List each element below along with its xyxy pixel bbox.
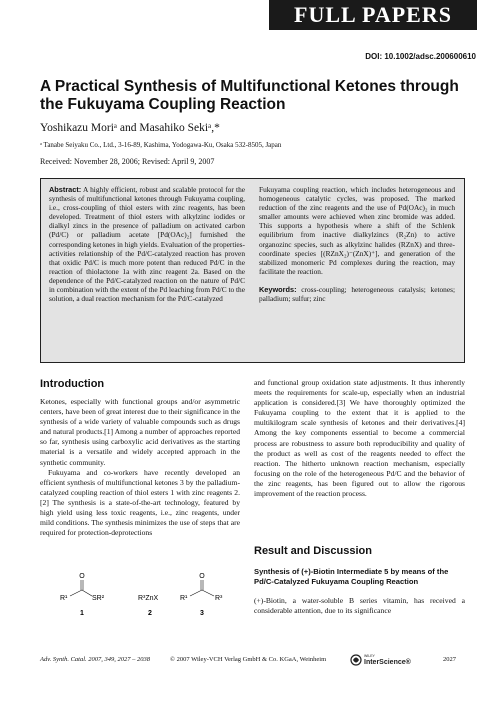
abstract-box (40, 178, 465, 363)
compound-scheme (40, 570, 240, 618)
r3-label: R³ (215, 595, 223, 602)
interscience-logo-icon (350, 651, 414, 667)
results-body (254, 596, 465, 616)
compound-1-number: 1 (80, 610, 84, 617)
carbonyl-o-1: O (79, 573, 85, 580)
page-number: 2027 (443, 656, 456, 663)
section-banner: FULL PAPERS (269, 0, 477, 30)
article-title: A Practical Synthesis of Multifunctional Ketones through the Fukuyama Coupling Reaction (40, 78, 459, 113)
compound-3-number: 3 (200, 610, 204, 617)
footer-journal: Adv. Synth. Catal. 2007, 349, 2027 – 2038 (40, 656, 151, 663)
intro-heading: Introduction (40, 378, 105, 390)
doi-label[interactable]: DOI: 10.1002/adsc.200600610 (365, 52, 476, 61)
compound-2 (138, 595, 159, 617)
logo-wiley-text: WILEY (364, 654, 375, 658)
abstract-left-column (49, 185, 245, 303)
right-column-continuation (254, 378, 465, 499)
keywords (259, 285, 455, 303)
compound-3 (180, 573, 223, 617)
r1-label-3: R¹ (180, 595, 188, 602)
abstract-label: Abstract: (49, 185, 82, 194)
abstract-text-left: A highly efficient, robust and scalable protocol for the synthesis of multifunctional ketones through Fukuyama coupling, i.e., cross-coupling of thiol esters with zinc reagents, has been developed. Treatment of thiol esters with alkylzinc iodides or dialkyl zincs in the presence of palladium on activated carbon (Pd/C) or palladium acetate [Pd(OAc)₂] furnished the corresponding ketones in high yields. Evaluation of the properties-activities relationship of the Pd/C-catalyzed reaction has proven that oxidic Pd/C is much more potent than reduced Pd/C in the reaction of thiolactone 1a with zinc reagent 2a. Based on the dependence of the Pd/C-catalyzed reaction on the nature of Pd/C in combination with the extent of the Pd leaching from Pd/C to the solution, a dual reaction mechanism for the Pd/C-catalyzed (49, 185, 246, 304)
footer-copyright: © 2007 Wiley-VCH Verlag GmbH & Co. KGaA, Weinheim (170, 656, 327, 663)
affiliation: ᵃ Tanabe Seiyaku Co., Ltd., 3-16-89, Kashima, Yodogawa-Ku, Osaka 532-8505, Japan (40, 141, 282, 149)
compound-1 (60, 573, 105, 617)
abstract-right-column (259, 185, 455, 303)
intro-body (40, 397, 240, 538)
compound-2-number: 2 (148, 610, 152, 617)
right-column-paragraph: and functional group oxidation state adjustments. It thus inherently meets the requirements for scale-up, especially when an industrial application is considered.[3] We have thoroughly optimized the Fukuyama coupling to the extent that it is applied to the multikilogram scale synthesis of ketones and their derivatives.[4] Among the key components essential to become a commercial process are robustness to assure both reproducibility and quality of the product as well as cost of the reagents needed to effect the reaction. The hitherto unknown reaction mechanism, especially focusing on the role of the heterogeneous Pd/C and the behavior of the zinc reagents, has been figured out to allow the rigorous improvement of the reaction process. (254, 378, 465, 499)
intro-paragraph-1: Ketones, especially with functional groups and/or asymmetric centers, have been of great interest due to their significance in the synthesis of a wide variety of valuable compounds such as drugs and natural products.[1] Among a number of approaches reported so far, synthesis using carboxylic acid derivatives as the starting material is a versatile and widely accepted approach in the synthetic community. (40, 397, 240, 467)
intro-paragraph-2: Fukuyama and co-workers have recently developed an efficient synthesis of multifunctional ketones 3 by the palladium-catalyzed coupling reaction of thiol esters 1 with zinc reagents 2.[2] The synthesis is a state-of-the-art technology, featured by high yield using less toxic reagents, i.e., zinc reagents, under mild conditions. The synthesis minimizes the use of steps that are required for protection-deprotections (40, 467, 240, 538)
carbonyl-o-3: O (199, 573, 205, 580)
results-subheading: Synthesis of (+)-Biotin Intermediate 5 by means of the Pd/C-Catalyzed Fukuyama Coupling Reaction (254, 567, 449, 586)
logo-interscience-text: InterScience® (364, 659, 411, 666)
sr2-label: SR² (92, 595, 105, 602)
keywords-list: cross-coupling; heterogeneous catalysis; ketones; palladium; sulfur; zinc (259, 284, 456, 304)
results-paragraph-1: (+)-Biotin, a water-soluble B series vitamin, has received a considerable attention, due to its significance (254, 596, 465, 616)
received-dates: Received: November 28, 2006; Revised: April 9, 2007 (40, 157, 215, 166)
results-heading: Result and Discussion (254, 545, 372, 557)
abstract-text-right: Fukuyama coupling reaction, which includes heterogeneous and homogeneous catalytic cycles, was proposed. The marked reduction of the zinc reagents and the use of Pd(OAc)₂ in much smaller amounts were achieved when zinc bromide was added. This supports a hypothesis where a shift of the Schlenk equilibrium from inactive dialkylzincs (R₂Zn) to active organozinc species, such as alkylzinc halides (RZnX) and three-coordinate species [(RZnX₂)⁻(ZnX)⁺], and generation of the stabilized monomeric Pd complexes during the reaction, may facilitate the reaction. (259, 185, 455, 276)
interscience-logo[interactable] (350, 651, 414, 667)
r1-label-1: R¹ (60, 595, 68, 602)
authors: Yoshikazu Moriᵃ and Masahiko Sekiᵃ,* (40, 122, 220, 134)
zinc-reagent-label: R³ZnX (138, 595, 159, 602)
keywords-label: Keywords: (259, 284, 297, 294)
